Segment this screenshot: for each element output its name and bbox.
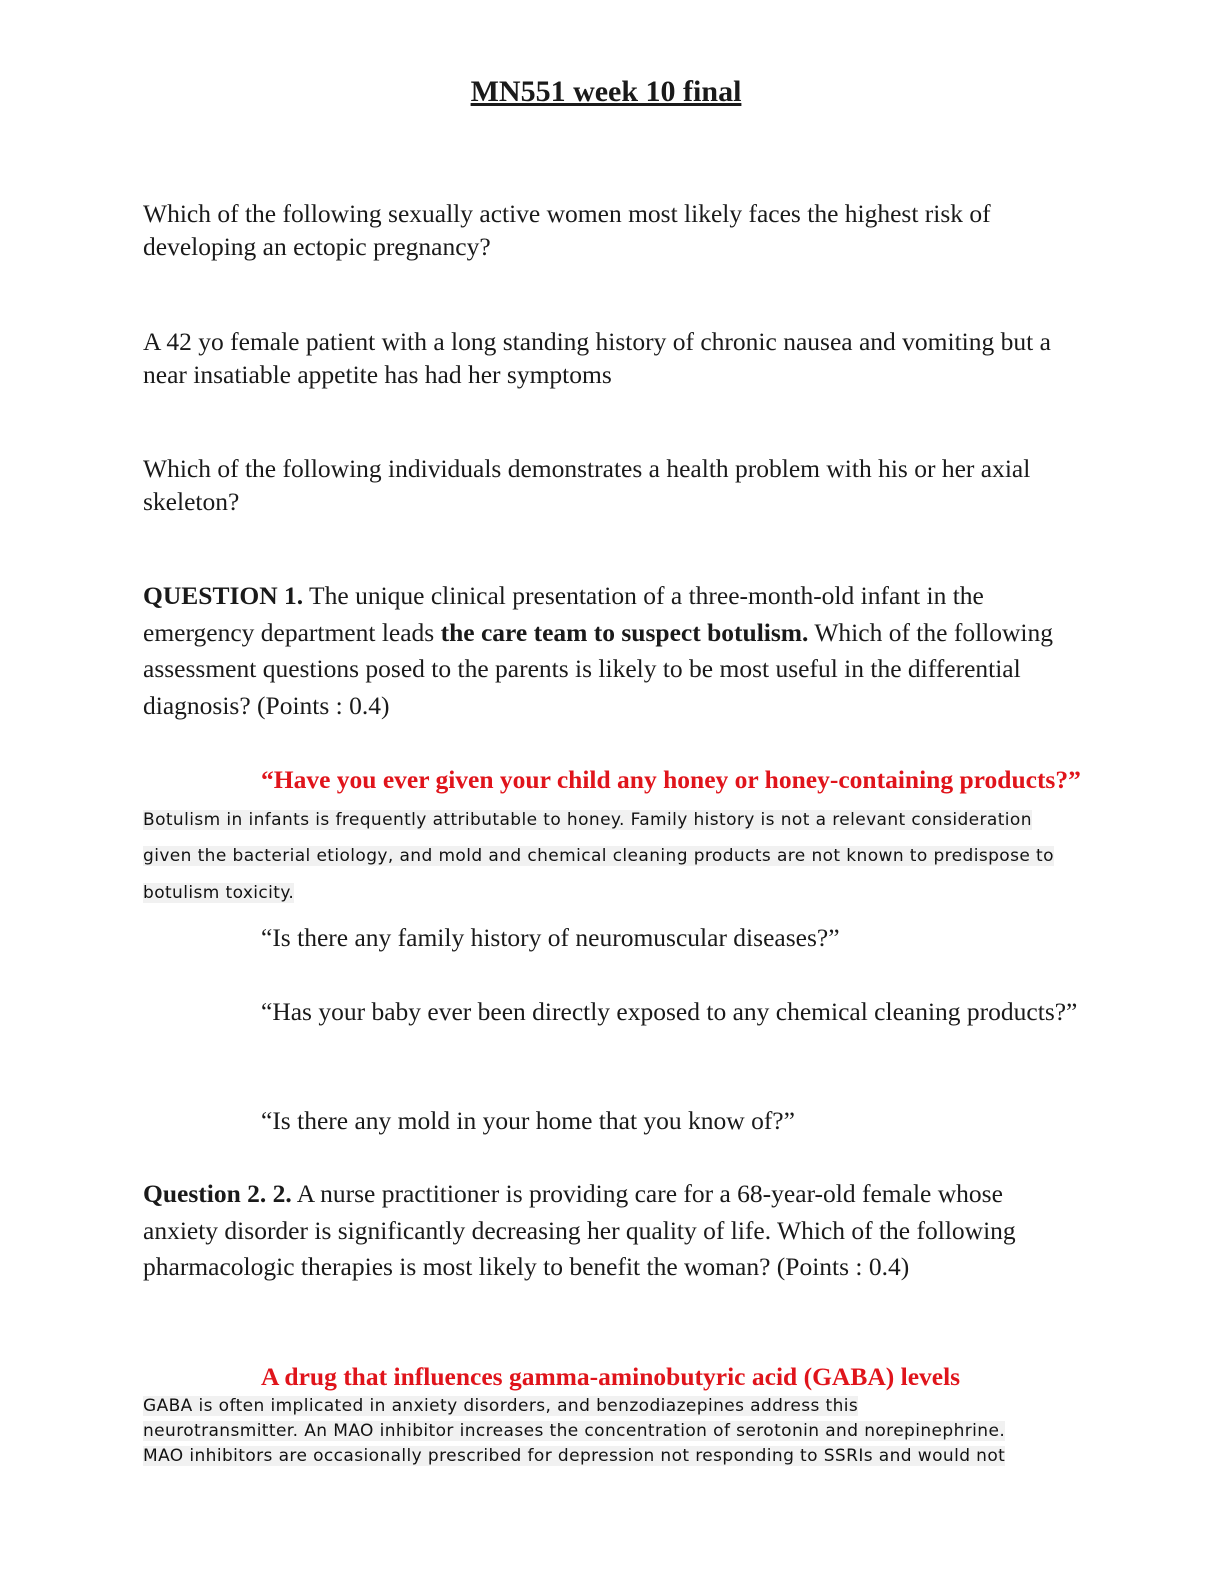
question-1-stem bbox=[143, 578, 1083, 724]
explanation-line: MAO inhibitors are occasionally prescribed for depression not responding to SSRIs and would not bbox=[143, 1446, 1006, 1466]
question-2-explanation bbox=[143, 1394, 1073, 1469]
question-2-label: Question 2. 2. bbox=[143, 1179, 292, 1208]
explanation-line: GABA is often implicated in anxiety disorders, and benzodiazepines address this bbox=[143, 1396, 859, 1416]
question-1-label: QUESTION 1. bbox=[143, 581, 304, 610]
question-1-text-b: Which of the following assessment questions posed to the parents is likely to be most useful in the differential diagnosis? (Points : 0.4) bbox=[143, 617, 1053, 720]
question-1-option-3 bbox=[143, 1103, 1083, 1140]
question-2-correct-answer-block bbox=[143, 1359, 1083, 1396]
question-1-explanation: Botulism in infants is frequently attributable to honey. Family history is not a relevant consideration given the bacterial etiology, and mold and chemical cleaning products are not known to predispose to botulism toxicity. bbox=[143, 809, 1054, 903]
document-title: MN551 week 10 final bbox=[470, 75, 742, 108]
question-2-stem bbox=[143, 1176, 1083, 1286]
intro-question-2: A 42 yo female patient with a long standing history of chronic nausea and vomiting but a near insatiable appetite has had her symptoms bbox=[143, 327, 1051, 389]
intro-question-3: Which of the following individuals demonstrates a health problem with his or her axial skeleton? bbox=[143, 454, 1031, 516]
question-1-correct-answer-block bbox=[143, 762, 1083, 908]
question-1-option-2 bbox=[143, 994, 1083, 1031]
question-1-correct-answer: “Have you ever given your child any honey or honey-containing products?” bbox=[261, 765, 1081, 794]
intro-question-1: Which of the following sexually active women most likely faces the highest risk of developing an ectopic pregnancy? bbox=[143, 199, 991, 261]
question-1-option-1 bbox=[143, 920, 1083, 957]
option-text: “Is there any mold in your home that you know of?” bbox=[261, 1106, 795, 1135]
question-2-text: A nurse practitioner is providing care for a 68-year-old female whose anxiety disorder is significantly decreasing her quality of life. Which of the following pharmacologic therapies is most likely to benefit the woman? (Points : 0.4) bbox=[143, 1179, 1016, 1282]
question-1-text-a: The unique clinical presentation of a three-month-old infant in the emergency department leads bbox=[143, 581, 984, 647]
option-text: “Is there any family history of neuromuscular diseases?” bbox=[261, 923, 840, 952]
option-text: “Has your baby ever been directly exposed to any chemical cleaning products?” bbox=[261, 997, 1078, 1026]
question-2-correct-answer: A drug that influences gamma-aminobutyric acid (GABA) levels bbox=[261, 1362, 961, 1391]
question-1-text-bold: the care team to suspect botulism. bbox=[440, 617, 809, 647]
explanation-line: neurotransmitter. An MAO inhibitor increases the concentration of serotonin and norepinephrine. bbox=[143, 1421, 1006, 1441]
